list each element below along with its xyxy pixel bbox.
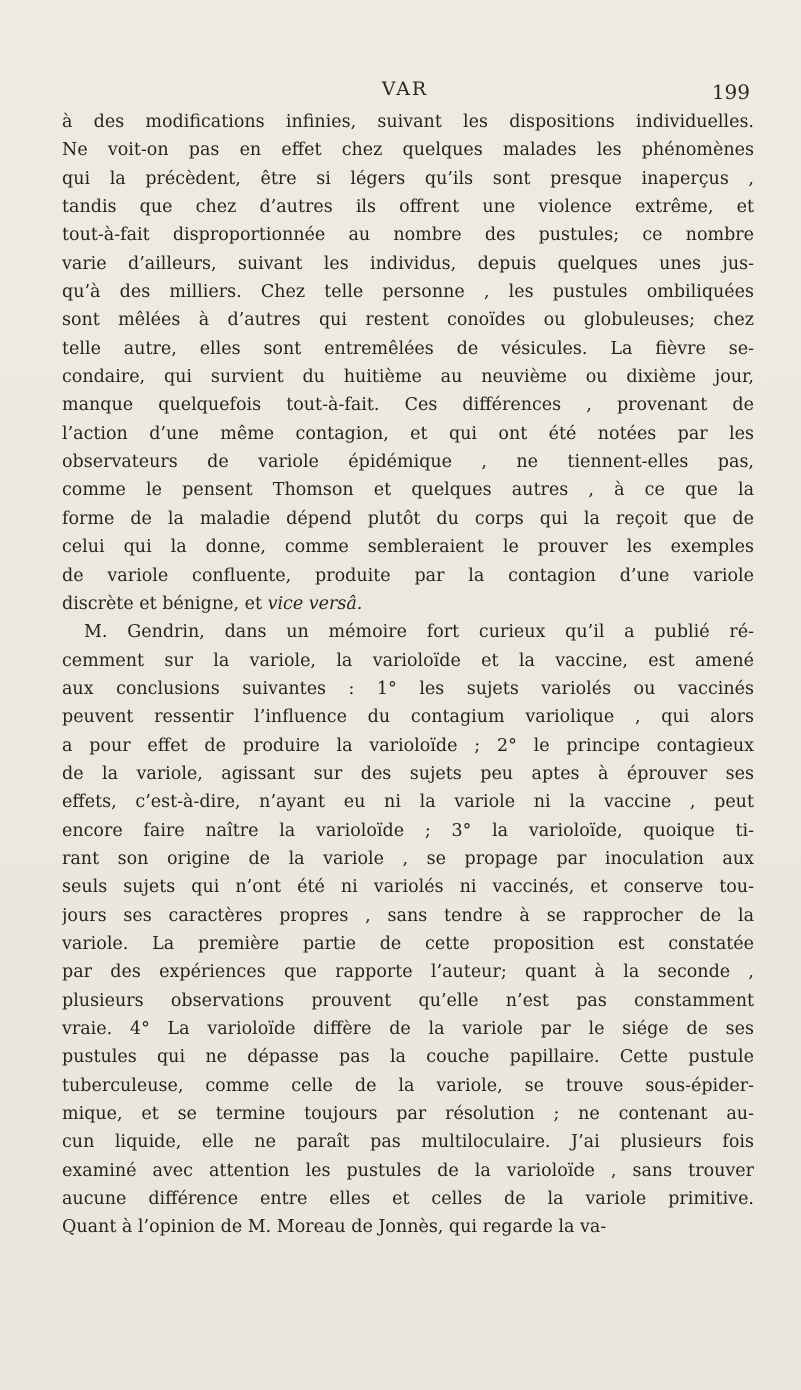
text-line xyxy=(62,760,754,788)
text-line xyxy=(62,306,754,334)
text-line xyxy=(62,1128,754,1156)
line-text: condaire, qui survient du huitième au neuvième ou dixième jour, xyxy=(62,367,754,388)
running-head xyxy=(60,78,750,104)
text-line xyxy=(62,703,754,731)
line-text: de la variole, agissant sur des sujets peu aptes à éprouver ses xyxy=(62,763,754,784)
text-line xyxy=(62,562,754,590)
text-line xyxy=(62,193,754,221)
text-line xyxy=(62,335,754,363)
line-text: aucune différence entre elles et celles de la variole primitive. xyxy=(62,1189,754,1210)
text-line xyxy=(62,930,754,958)
line-text: varie d’ailleurs, suivant les individus, depuis quelques unes jus- xyxy=(62,253,754,274)
text-line xyxy=(62,420,754,448)
line-text: de variole confluente, produite par la contagion d’une variole xyxy=(62,565,754,586)
line-text: encore faire naître la varioloïde ; 3° la varioloïde, quoique ti- xyxy=(62,820,754,841)
line-text: effets, c’est-à-dire, n’ayant eu ni la variole ni la vaccine , peut xyxy=(62,792,754,813)
line-text: peuvent ressentir l’influence du contagium variolique , qui alors xyxy=(62,707,754,728)
text-line xyxy=(62,732,754,760)
text-line xyxy=(62,165,754,193)
text-line xyxy=(62,958,754,986)
line-text: Quant à l’opinion de M. Moreau de Jonnès, qui regarde la va- xyxy=(62,1217,607,1238)
line-text: vraie. 4° La varioloïde diffère de la variole par le siége de ses xyxy=(62,1019,754,1039)
italic-phrase: vice versâ. xyxy=(267,593,363,614)
line-text: plusieurs observations prouvent qu’elle n’est pas constamment xyxy=(62,990,754,1011)
text-line xyxy=(62,817,754,845)
line-text: l’action d’une même contagion, et qui ont été notées par les xyxy=(62,423,754,444)
body-text xyxy=(62,108,754,1242)
line-text: telle autre, elles sont entremêlées de vésicules. La fièvre se- xyxy=(62,338,754,359)
text-line xyxy=(62,1072,754,1100)
line-text: cun liquide, elle ne paraît pas multiloculaire. J’ai plusieurs fois xyxy=(62,1132,754,1153)
text-line xyxy=(62,1185,754,1213)
line-text: variole. La première partie de cette proposition est constatée xyxy=(62,933,754,954)
text-line xyxy=(62,108,754,136)
line-text: jours ses caractères propres , sans tendre à se rapprocher de la xyxy=(62,905,754,926)
line-text: seuls sujets qui n’ont été ni variolés ni vaccinés, et conserve tou- xyxy=(62,877,754,898)
page-number: 199 xyxy=(711,80,750,104)
text-line xyxy=(62,618,754,646)
text-line xyxy=(62,448,754,476)
text-line xyxy=(62,476,754,504)
line-text: mique, et se termine toujours par résolution ; ne contenant au- xyxy=(62,1104,754,1125)
line-text: qui la précèdent, être si légers qu’ils sont presque inaperçus , xyxy=(62,168,754,189)
text-line xyxy=(62,136,754,164)
line-text: qu’à des milliers. Chez telle personne , les pustules ombiliquées xyxy=(62,282,754,303)
line-text: cemment sur la variole, la varioloïde et la vaccine, est amené xyxy=(62,650,754,671)
text-line xyxy=(62,647,754,675)
text-line xyxy=(62,675,754,703)
text-line xyxy=(62,987,754,1015)
text-line xyxy=(62,1043,754,1071)
line-text: Ne voit-on pas en effet chez quelques malades les phénomènes xyxy=(62,140,754,161)
text-line xyxy=(62,221,754,249)
line-text: pustules qui ne dépasse pas la couche papillaire. Cette pustule xyxy=(62,1047,754,1068)
line-text: tout-à-fait disproportionnée au nombre des pustules; ce nombre xyxy=(62,225,754,246)
text-line xyxy=(62,1015,754,1043)
text-line xyxy=(62,533,754,561)
text-line xyxy=(62,873,754,901)
line-text: discrète et bénigne, et xyxy=(62,593,262,614)
line-text: rant son origine de la variole , se propage par inoculation aux xyxy=(62,848,754,869)
line-text: comme le pensent Thomson et quelques autres , à ce que la xyxy=(62,480,754,501)
text-line xyxy=(62,250,754,278)
line-text: tuberculeuse, comme celle de la variole, se trouve sous-épider- xyxy=(62,1075,754,1096)
line-text: M. Gendrin, dans un mémoire fort curieux qu’il a publié ré- xyxy=(84,622,754,643)
text-line xyxy=(62,1100,754,1128)
line-text: a pour effet de produire la varioloïde ; 2° le principe contagieux xyxy=(62,735,754,756)
line-text: manque quelquefois tout-à-fait. Ces différences , provenant de xyxy=(62,395,754,416)
text-line xyxy=(62,788,754,816)
line-text: aux conclusions suivantes : 1° les sujets variolés ou vaccinés xyxy=(62,678,754,699)
text-line xyxy=(62,902,754,930)
line-text: examiné avec attention les pustules de la varioloïde , sans trouver xyxy=(62,1160,754,1181)
text-line xyxy=(62,278,754,306)
line-text: forme de la maladie dépend plutôt du corps qui la reçoit que de xyxy=(62,508,754,529)
text-line xyxy=(62,363,754,391)
text-line xyxy=(62,1157,754,1185)
text-line xyxy=(62,845,754,873)
line-text: par des expériences que rapporte l’auteur; quant à la seconde , xyxy=(62,962,754,983)
line-text: observateurs de variole épidémique , ne tiennent-elles pas, xyxy=(62,452,754,473)
line-text: celui qui la donne, comme sembleraient le prouver les exemples xyxy=(62,537,754,558)
line-text: sont mêlées à d’autres qui restent conoïdes ou globuleuses; chez xyxy=(62,310,754,331)
text-line xyxy=(62,590,754,618)
running-title: VAR xyxy=(381,78,429,100)
line-text: tandis que chez d’autres ils offrent une violence extrême, et xyxy=(62,197,754,218)
text-line xyxy=(62,505,754,533)
text-line xyxy=(62,391,754,419)
line-text: à des modifications infinies, suivant les dispositions individuelles. xyxy=(62,112,754,132)
text-line xyxy=(62,1213,754,1241)
